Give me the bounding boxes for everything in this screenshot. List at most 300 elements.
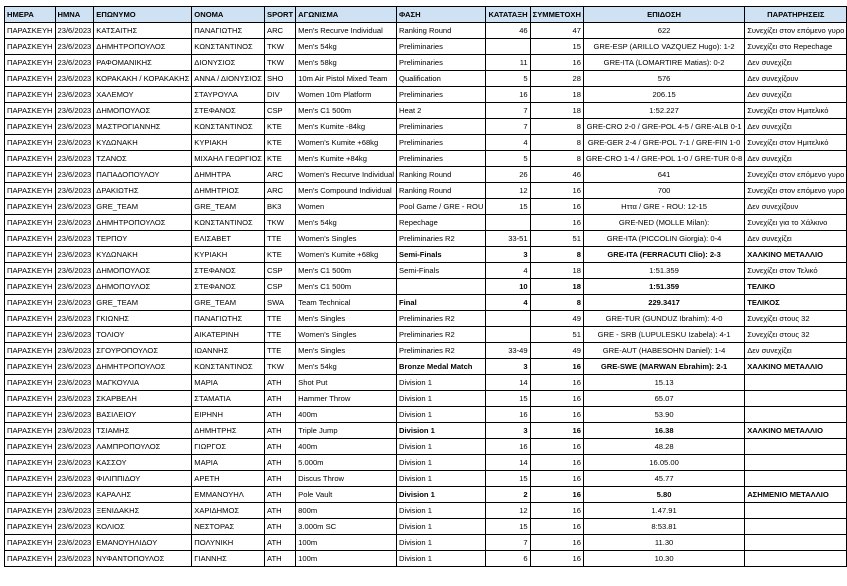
cell-rank[interactable]: 7: [486, 103, 530, 119]
cell-rank[interactable]: 16: [486, 87, 530, 103]
cell-sport[interactable]: ATH: [265, 551, 296, 567]
cell-date[interactable]: 23/6/2023: [55, 487, 94, 503]
cell-event[interactable]: Discus Throw: [296, 471, 397, 487]
cell-surname[interactable]: ΞΕΝΙΔΑΚΗΣ: [94, 503, 192, 519]
cell-event[interactable]: Women's Kumite +68kg: [296, 247, 397, 263]
col-header-phase[interactable]: ΦΑΣΗ: [397, 7, 486, 23]
cell-rank[interactable]: 16: [486, 439, 530, 455]
cell-event[interactable]: Shot Put: [296, 375, 397, 391]
cell-name[interactable]: ΚΥΡΙΑΚΗ: [192, 135, 265, 151]
cell-performance[interactable]: 8:53.81: [583, 519, 744, 535]
cell-surname[interactable]: ΕΜΑΝΟΥΗΛΙΔΟΥ: [94, 535, 192, 551]
cell-date[interactable]: 23/6/2023: [55, 263, 94, 279]
cell-date[interactable]: 23/6/2023: [55, 423, 94, 439]
cell-name[interactable]: GRE_TEAM: [192, 199, 265, 215]
cell-notes[interactable]: ΧΑΛΚΙΝΟ ΜΕΤΑΛΛΙΟ: [745, 359, 847, 375]
cell-performance[interactable]: 5.80: [583, 487, 744, 503]
cell-participation[interactable]: 15: [530, 39, 583, 55]
cell-event[interactable]: Hammer Throw: [296, 391, 397, 407]
cell-notes[interactable]: Συνεχίζει για το Χάλκινο: [745, 215, 847, 231]
cell-rank[interactable]: 7: [486, 535, 530, 551]
cell-name[interactable]: ΣΤΕΦΑΝΟΣ: [192, 263, 265, 279]
cell-rank[interactable]: [486, 311, 530, 327]
cell-phase[interactable]: Division 1: [397, 407, 486, 423]
cell-date[interactable]: 23/6/2023: [55, 359, 94, 375]
cell-name[interactable]: ΓΙΑΝΝΗΣ: [192, 551, 265, 567]
cell-surname[interactable]: ΚΥΔΩΝΑΚΗ: [94, 135, 192, 151]
col-header-surname[interactable]: ΕΠΩΝΥΜΟ: [94, 7, 192, 23]
cell-rank[interactable]: 5: [486, 71, 530, 87]
cell-phase[interactable]: Preliminaries R2: [397, 327, 486, 343]
cell-date[interactable]: 23/6/2023: [55, 183, 94, 199]
cell-surname[interactable]: ΣΚΑΡΒΕΛΗ: [94, 391, 192, 407]
cell-performance[interactable]: GRE-CRO 2-0 / GRE-POL 4-5 / GRE-ALB 0-1: [583, 119, 744, 135]
cell-sport[interactable]: ATH: [265, 503, 296, 519]
cell-rank[interactable]: 3: [486, 247, 530, 263]
cell-day[interactable]: ΠΑΡΑΣΚΕΥΗ: [5, 519, 56, 535]
cell-sport[interactable]: TTE: [265, 343, 296, 359]
cell-performance[interactable]: 1:51.359: [583, 263, 744, 279]
cell-participation[interactable]: 8: [530, 151, 583, 167]
cell-performance[interactable]: 622: [583, 23, 744, 39]
col-header-rank[interactable]: ΚΑΤΑΤΑΞΗ: [486, 7, 530, 23]
cell-day[interactable]: ΠΑΡΑΣΚΕΥΗ: [5, 375, 56, 391]
cell-event[interactable]: Men's C1 500m: [296, 263, 397, 279]
cell-event[interactable]: Triple Jump: [296, 423, 397, 439]
cell-day[interactable]: ΠΑΡΑΣΚΕΥΗ: [5, 311, 56, 327]
cell-rank[interactable]: 5: [486, 151, 530, 167]
cell-phase[interactable]: Division 1: [397, 503, 486, 519]
cell-notes[interactable]: Δεν συνεχίζουν: [745, 71, 847, 87]
cell-event[interactable]: Women's Kumite +68kg: [296, 135, 397, 151]
cell-event[interactable]: 5.000m: [296, 455, 397, 471]
cell-day[interactable]: ΠΑΡΑΣΚΕΥΗ: [5, 103, 56, 119]
cell-notes[interactable]: ΤΕΛΙΚΟ: [745, 279, 847, 295]
cell-name[interactable]: ΚΩΝΣΤΑΝΤΙΝΟΣ: [192, 359, 265, 375]
cell-name[interactable]: ΣΤΑΥΡΟΥΛΑ: [192, 87, 265, 103]
cell-participation[interactable]: 8: [530, 119, 583, 135]
cell-day[interactable]: ΠΑΡΑΣΚΕΥΗ: [5, 263, 56, 279]
cell-notes[interactable]: Συνεχίζει στον Ημιτελικό: [745, 135, 847, 151]
cell-performance[interactable]: 576: [583, 71, 744, 87]
cell-date[interactable]: 23/6/2023: [55, 295, 94, 311]
cell-date[interactable]: 23/6/2023: [55, 407, 94, 423]
cell-participation[interactable]: 49: [530, 343, 583, 359]
cell-day[interactable]: ΠΑΡΑΣΚΕΥΗ: [5, 295, 56, 311]
cell-phase[interactable]: Qualification: [397, 71, 486, 87]
cell-event[interactable]: Women's Singles: [296, 231, 397, 247]
cell-notes[interactable]: Συνεχίζει στον Ημιτελικό: [745, 103, 847, 119]
cell-day[interactable]: ΠΑΡΑΣΚΕΥΗ: [5, 279, 56, 295]
cell-performance[interactable]: 48.28: [583, 439, 744, 455]
cell-rank[interactable]: 26: [486, 167, 530, 183]
cell-date[interactable]: 23/6/2023: [55, 247, 94, 263]
cell-rank[interactable]: 7: [486, 119, 530, 135]
cell-date[interactable]: 23/6/2023: [55, 167, 94, 183]
cell-notes[interactable]: [745, 455, 847, 471]
cell-name[interactable]: ΠΑΝΑΓΙΩΤΗΣ: [192, 311, 265, 327]
cell-phase[interactable]: Preliminaries R2: [397, 311, 486, 327]
cell-phase[interactable]: Division 1: [397, 455, 486, 471]
cell-phase[interactable]: Final: [397, 295, 486, 311]
cell-surname[interactable]: ΚΑΤΣΑΙΤΗΣ: [94, 23, 192, 39]
cell-day[interactable]: ΠΑΡΑΣΚΕΥΗ: [5, 167, 56, 183]
cell-performance[interactable]: 45.77: [583, 471, 744, 487]
cell-date[interactable]: 23/6/2023: [55, 471, 94, 487]
cell-participation[interactable]: 51: [530, 327, 583, 343]
cell-performance[interactable]: 1:51.359: [583, 279, 744, 295]
cell-date[interactable]: 23/6/2023: [55, 71, 94, 87]
col-header-event[interactable]: ΑΓΩΝΙΣΜΑ: [296, 7, 397, 23]
cell-day[interactable]: ΠΑΡΑΣΚΕΥΗ: [5, 39, 56, 55]
cell-participation[interactable]: 16: [530, 183, 583, 199]
cell-day[interactable]: ΠΑΡΑΣΚΕΥΗ: [5, 439, 56, 455]
cell-notes[interactable]: Συνεχίζει στους 32: [745, 311, 847, 327]
cell-surname[interactable]: GRE_TEAM: [94, 295, 192, 311]
cell-event[interactable]: Men's Singles: [296, 311, 397, 327]
cell-surname[interactable]: ΔΗΜΗΤΡΟΠΟΥΛΟΣ: [94, 215, 192, 231]
cell-rank[interactable]: 15: [486, 519, 530, 535]
cell-notes[interactable]: [745, 519, 847, 535]
cell-phase[interactable]: Division 1: [397, 519, 486, 535]
cell-sport[interactable]: ATH: [265, 407, 296, 423]
cell-surname[interactable]: ΔΗΜΗΤΡΟΠΟΥΛΟΣ: [94, 39, 192, 55]
cell-event[interactable]: Men's Kumite +84kg: [296, 151, 397, 167]
cell-date[interactable]: 23/6/2023: [55, 199, 94, 215]
cell-event[interactable]: 10m Air Pistol Mixed Team: [296, 71, 397, 87]
cell-performance[interactable]: GRE-CRO 1-4 / GRE-POL 1-0 / GRE-TUR 0-8: [583, 151, 744, 167]
cell-day[interactable]: ΠΑΡΑΣΚΕΥΗ: [5, 471, 56, 487]
cell-name[interactable]: ΣΤΕΦΑΝΟΣ: [192, 103, 265, 119]
cell-sport[interactable]: ATH: [265, 455, 296, 471]
cell-name[interactable]: ΜΑΡΙΑ: [192, 375, 265, 391]
cell-name[interactable]: ΣΤΕΦΑΝΟΣ: [192, 279, 265, 295]
cell-rank[interactable]: [486, 215, 530, 231]
cell-rank[interactable]: 3: [486, 423, 530, 439]
cell-participation[interactable]: 46: [530, 167, 583, 183]
cell-event[interactable]: 800m: [296, 503, 397, 519]
cell-phase[interactable]: Division 1: [397, 439, 486, 455]
cell-day[interactable]: ΠΑΡΑΣΚΕΥΗ: [5, 327, 56, 343]
cell-sport[interactable]: TKW: [265, 215, 296, 231]
cell-name[interactable]: ΔΗΜΗΤΡΙΟΣ: [192, 183, 265, 199]
col-header-sport[interactable]: SPORT: [265, 7, 296, 23]
cell-phase[interactable]: Division 1: [397, 375, 486, 391]
cell-surname[interactable]: ΚΟΛΙΟΣ: [94, 519, 192, 535]
cell-day[interactable]: ΠΑΡΑΣΚΕΥΗ: [5, 87, 56, 103]
cell-notes[interactable]: [745, 439, 847, 455]
cell-date[interactable]: 23/6/2023: [55, 215, 94, 231]
cell-day[interactable]: ΠΑΡΑΣΚΕΥΗ: [5, 503, 56, 519]
cell-performance[interactable]: 229.3417: [583, 295, 744, 311]
cell-participation[interactable]: 18: [530, 279, 583, 295]
cell-sport[interactable]: ATH: [265, 375, 296, 391]
cell-event[interactable]: 3.000m SC: [296, 519, 397, 535]
cell-performance[interactable]: 1:52.227: [583, 103, 744, 119]
cell-surname[interactable]: ΛΑΜΠΡΟΠΟΥΛΟΣ: [94, 439, 192, 455]
cell-surname[interactable]: ΔΗΜΟΠΟΥΛΟΣ: [94, 279, 192, 295]
cell-sport[interactable]: KTE: [265, 151, 296, 167]
cell-rank[interactable]: 14: [486, 455, 530, 471]
cell-day[interactable]: ΠΑΡΑΣΚΕΥΗ: [5, 55, 56, 71]
cell-surname[interactable]: ΤΖΑΝΟΣ: [94, 151, 192, 167]
cell-day[interactable]: ΠΑΡΑΣΚΕΥΗ: [5, 423, 56, 439]
cell-name[interactable]: ΑΝΝΑ / ΔΙΟΝΥΣΙΟΣ: [192, 71, 265, 87]
cell-phase[interactable]: Preliminaries: [397, 39, 486, 55]
cell-notes[interactable]: Συνεχίζει στο Repechage: [745, 39, 847, 55]
cell-event[interactable]: Men's Kumite -84kg: [296, 119, 397, 135]
cell-surname[interactable]: ΒΑΣΙΛΕΙΟΥ: [94, 407, 192, 423]
cell-phase[interactable]: Semi-Finals: [397, 247, 486, 263]
cell-notes[interactable]: [745, 407, 847, 423]
cell-date[interactable]: 23/6/2023: [55, 87, 94, 103]
cell-surname[interactable]: ΣΓΟΥΡΟΠΟΥΛΟΣ: [94, 343, 192, 359]
cell-date[interactable]: 23/6/2023: [55, 391, 94, 407]
cell-name[interactable]: ΑΙΚΑΤΕΡΙΝΗ: [192, 327, 265, 343]
cell-participation[interactable]: 16: [530, 407, 583, 423]
cell-rank[interactable]: 2: [486, 487, 530, 503]
cell-performance[interactable]: Ηττα / GRE - ROU: 12-15: [583, 199, 744, 215]
cell-date[interactable]: 23/6/2023: [55, 375, 94, 391]
cell-phase[interactable]: Preliminaries: [397, 135, 486, 151]
cell-rank[interactable]: 3: [486, 359, 530, 375]
cell-phase[interactable]: Preliminaries: [397, 55, 486, 71]
cell-performance[interactable]: GRE-SWE (MARWAN Ebrahim): 2-1: [583, 359, 744, 375]
col-header-performance[interactable]: ΕΠΙΔΟΣΗ: [583, 7, 744, 23]
cell-phase[interactable]: Division 1: [397, 551, 486, 567]
cell-phase[interactable]: Division 1: [397, 391, 486, 407]
cell-phase[interactable]: Pool Game / GRE - ROU: [397, 199, 486, 215]
cell-notes[interactable]: [745, 471, 847, 487]
cell-performance[interactable]: GRE-ITA (LOMARTIRE Matias): 0-2: [583, 55, 744, 71]
cell-participation[interactable]: 16: [530, 471, 583, 487]
cell-sport[interactable]: ATH: [265, 535, 296, 551]
cell-day[interactable]: ΠΑΡΑΣΚΕΥΗ: [5, 183, 56, 199]
cell-date[interactable]: 23/6/2023: [55, 455, 94, 471]
cell-day[interactable]: ΠΑΡΑΣΚΕΥΗ: [5, 359, 56, 375]
cell-participation[interactable]: 16: [530, 375, 583, 391]
cell-day[interactable]: ΠΑΡΑΣΚΕΥΗ: [5, 455, 56, 471]
cell-surname[interactable]: ΜΑΓΚΟΥΛΙΑ: [94, 375, 192, 391]
cell-sport[interactable]: SWA: [265, 295, 296, 311]
cell-participation[interactable]: 16: [530, 519, 583, 535]
cell-name[interactable]: ΠΑΝΑΓΙΩΤΗΣ: [192, 23, 265, 39]
cell-date[interactable]: 23/6/2023: [55, 439, 94, 455]
cell-event[interactable]: Women's Singles: [296, 327, 397, 343]
cell-event[interactable]: Women: [296, 199, 397, 215]
cell-date[interactable]: 23/6/2023: [55, 135, 94, 151]
cell-performance[interactable]: 15.13: [583, 375, 744, 391]
cell-date[interactable]: 23/6/2023: [55, 551, 94, 567]
cell-name[interactable]: ΜΑΡΙΑ: [192, 455, 265, 471]
cell-performance[interactable]: GRE-ITA (PICCOLIN Giorgia): 0-4: [583, 231, 744, 247]
cell-name[interactable]: ΚΩΝΣΤΑΝΤΙΝΟΣ: [192, 39, 265, 55]
cell-event[interactable]: Men's 54kg: [296, 39, 397, 55]
cell-rank[interactable]: 4: [486, 295, 530, 311]
cell-notes[interactable]: Συνεχίζει στον επόμενο γυρο: [745, 167, 847, 183]
cell-participation[interactable]: 8: [530, 295, 583, 311]
cell-event[interactable]: Men's Compound Individual: [296, 183, 397, 199]
cell-performance[interactable]: GRE-ITA (FERRACUTI Clio): 2-3: [583, 247, 744, 263]
cell-participation[interactable]: 16: [530, 423, 583, 439]
cell-date[interactable]: 23/6/2023: [55, 327, 94, 343]
cell-event[interactable]: Women 10m Platform: [296, 87, 397, 103]
cell-participation[interactable]: 16: [530, 391, 583, 407]
cell-notes[interactable]: Δεν συνεχίζει: [745, 231, 847, 247]
cell-surname[interactable]: ΔΗΜΟΠΟΥΛΟΣ: [94, 103, 192, 119]
cell-sport[interactable]: KTE: [265, 247, 296, 263]
cell-name[interactable]: ΙΩΑΝΝΗΣ: [192, 343, 265, 359]
cell-name[interactable]: ΣΤΑΜΑΤΙΑ: [192, 391, 265, 407]
cell-notes[interactable]: Συνεχίζει στους 32: [745, 327, 847, 343]
cell-sport[interactable]: CSP: [265, 103, 296, 119]
cell-event[interactable]: Men's 54kg: [296, 215, 397, 231]
cell-participation[interactable]: 8: [530, 247, 583, 263]
cell-date[interactable]: 23/6/2023: [55, 519, 94, 535]
cell-surname[interactable]: ΔΗΜΟΠΟΥΛΟΣ: [94, 263, 192, 279]
cell-participation[interactable]: 16: [530, 215, 583, 231]
col-header-participation[interactable]: ΣΥΜΜΕΤΟΧΗ: [530, 7, 583, 23]
cell-notes[interactable]: Δεν συνεχίζει: [745, 119, 847, 135]
cell-date[interactable]: 23/6/2023: [55, 343, 94, 359]
cell-surname[interactable]: ΠΑΠΑΔΟΠΟΥΛΟΥ: [94, 167, 192, 183]
cell-day[interactable]: ΠΑΡΑΣΚΕΥΗ: [5, 391, 56, 407]
cell-name[interactable]: ΚΥΡΙΑΚΗ: [192, 247, 265, 263]
cell-phase[interactable]: Division 1: [397, 423, 486, 439]
cell-day[interactable]: ΠΑΡΑΣΚΕΥΗ: [5, 343, 56, 359]
cell-rank[interactable]: 33-49: [486, 343, 530, 359]
cell-participation[interactable]: 18: [530, 103, 583, 119]
cell-sport[interactable]: TTE: [265, 327, 296, 343]
cell-notes[interactable]: Δεν συνεχίζει: [745, 343, 847, 359]
cell-sport[interactable]: TKW: [265, 39, 296, 55]
cell-rank[interactable]: 15: [486, 199, 530, 215]
cell-notes[interactable]: [745, 551, 847, 567]
cell-date[interactable]: 23/6/2023: [55, 23, 94, 39]
cell-performance[interactable]: 700: [583, 183, 744, 199]
cell-phase[interactable]: Preliminaries: [397, 151, 486, 167]
cell-surname[interactable]: ΚΑΣΣΟΥ: [94, 455, 192, 471]
cell-day[interactable]: ΠΑΡΑΣΚΕΥΗ: [5, 215, 56, 231]
cell-notes[interactable]: ΑΣΗΜΕΝΙΟ ΜΕΤΑΛΛΙΟ: [745, 487, 847, 503]
cell-sport[interactable]: ATH: [265, 439, 296, 455]
cell-rank[interactable]: 12: [486, 183, 530, 199]
cell-day[interactable]: ΠΑΡΑΣΚΕΥΗ: [5, 71, 56, 87]
col-header-name[interactable]: ΟΝΟΜΑ: [192, 7, 265, 23]
cell-sport[interactable]: ARC: [265, 183, 296, 199]
cell-participation[interactable]: 28: [530, 71, 583, 87]
cell-participation[interactable]: 16: [530, 503, 583, 519]
cell-participation[interactable]: 16: [530, 439, 583, 455]
cell-phase[interactable]: Repechage: [397, 215, 486, 231]
col-header-day[interactable]: ΗΜΕΡΑ: [5, 7, 56, 23]
cell-sport[interactable]: CSP: [265, 279, 296, 295]
cell-event[interactable]: Women's Recurve Individual: [296, 167, 397, 183]
cell-rank[interactable]: 4: [486, 263, 530, 279]
cell-surname[interactable]: ΓΚΙΩΝΗΣ: [94, 311, 192, 327]
cell-date[interactable]: 23/6/2023: [55, 279, 94, 295]
cell-surname[interactable]: ΤΟΛΙΟΥ: [94, 327, 192, 343]
cell-event[interactable]: Men's C1 500m: [296, 279, 397, 295]
cell-date[interactable]: 23/6/2023: [55, 311, 94, 327]
cell-performance[interactable]: GRE-AUT (HABESOHN Daniel): 1-4: [583, 343, 744, 359]
cell-notes[interactable]: [745, 391, 847, 407]
cell-participation[interactable]: 51: [530, 231, 583, 247]
cell-sport[interactable]: BK3: [265, 199, 296, 215]
cell-performance[interactable]: 641: [583, 167, 744, 183]
cell-sport[interactable]: CSP: [265, 263, 296, 279]
cell-event[interactable]: 400m: [296, 439, 397, 455]
cell-phase[interactable]: Semi-Finals: [397, 263, 486, 279]
cell-name[interactable]: ΔΙΟΝΥΣΙΟΣ: [192, 55, 265, 71]
cell-performance[interactable]: 65.07: [583, 391, 744, 407]
cell-name[interactable]: ΑΡΕΤΗ: [192, 471, 265, 487]
cell-notes[interactable]: Συνεχίζει στον Τελικό: [745, 263, 847, 279]
cell-sport[interactable]: DIV: [265, 87, 296, 103]
cell-surname[interactable]: ΡΑΦΟΜΑΝΙΚΗΣ: [94, 55, 192, 71]
cell-event[interactable]: Men's Recurve Individual: [296, 23, 397, 39]
cell-day[interactable]: ΠΑΡΑΣΚΕΥΗ: [5, 231, 56, 247]
cell-phase[interactable]: Ranking Round: [397, 183, 486, 199]
cell-performance[interactable]: GRE-GER 2-4 / GRE-POL 7-1 / GRE-FIN 1-0: [583, 135, 744, 151]
cell-day[interactable]: ΠΑΡΑΣΚΕΥΗ: [5, 247, 56, 263]
cell-notes[interactable]: ΤΕΛΙΚΟΣ: [745, 295, 847, 311]
cell-event[interactable]: Men's 54kg: [296, 359, 397, 375]
cell-phase[interactable]: Division 1: [397, 487, 486, 503]
cell-rank[interactable]: 15: [486, 391, 530, 407]
cell-date[interactable]: 23/6/2023: [55, 231, 94, 247]
cell-day[interactable]: ΠΑΡΑΣΚΕΥΗ: [5, 135, 56, 151]
cell-participation[interactable]: 16: [530, 551, 583, 567]
cell-rank[interactable]: 4: [486, 135, 530, 151]
cell-phase[interactable]: Preliminaries: [397, 119, 486, 135]
cell-rank[interactable]: 33-51: [486, 231, 530, 247]
cell-surname[interactable]: ΧΑΛΕΜΟΥ: [94, 87, 192, 103]
cell-name[interactable]: ΕΛΙΣΑΒΕΤ: [192, 231, 265, 247]
cell-surname[interactable]: ΝΥΦΑΝΤΟΠΟΥΛΟΣ: [94, 551, 192, 567]
cell-event[interactable]: 100m: [296, 535, 397, 551]
cell-sport[interactable]: ATH: [265, 391, 296, 407]
cell-performance[interactable]: 16.05.00: [583, 455, 744, 471]
cell-name[interactable]: ΔΗΜΗΤΡΑ: [192, 167, 265, 183]
cell-notes[interactable]: Δεν συνεχίζει: [745, 55, 847, 71]
cell-notes[interactable]: [745, 375, 847, 391]
cell-date[interactable]: 23/6/2023: [55, 103, 94, 119]
col-header-date[interactable]: ΗΜΝΑ: [55, 7, 94, 23]
cell-performance[interactable]: GRE-TUR (GUNDUZ Ibrahim): 4-0: [583, 311, 744, 327]
cell-day[interactable]: ΠΑΡΑΣΚΕΥΗ: [5, 407, 56, 423]
cell-performance[interactable]: 206.15: [583, 87, 744, 103]
cell-surname[interactable]: ΚΟΡΑΚΑΚΗ / ΚΟΡΑΚΑΚΗΣ: [94, 71, 192, 87]
cell-participation[interactable]: 16: [530, 455, 583, 471]
cell-rank[interactable]: 12: [486, 503, 530, 519]
cell-notes[interactable]: Δεν συνεχίζει: [745, 87, 847, 103]
cell-sport[interactable]: TTE: [265, 311, 296, 327]
cell-phase[interactable]: Bronze Medal Match: [397, 359, 486, 375]
cell-date[interactable]: 23/6/2023: [55, 535, 94, 551]
cell-phase[interactable]: Heat 2: [397, 103, 486, 119]
cell-day[interactable]: ΠΑΡΑΣΚΕΥΗ: [5, 23, 56, 39]
cell-date[interactable]: 23/6/2023: [55, 503, 94, 519]
cell-participation[interactable]: 16: [530, 55, 583, 71]
cell-rank[interactable]: [486, 327, 530, 343]
cell-notes[interactable]: Δεν συνεχίζουν: [745, 199, 847, 215]
cell-notes[interactable]: Συνεχίζει στον επόμενο γυρο: [745, 183, 847, 199]
cell-sport[interactable]: KTE: [265, 135, 296, 151]
cell-sport[interactable]: TKW: [265, 359, 296, 375]
cell-surname[interactable]: ΜΑΣΤΡΟΓΙΑΝΝΗΣ: [94, 119, 192, 135]
cell-sport[interactable]: SHO: [265, 71, 296, 87]
